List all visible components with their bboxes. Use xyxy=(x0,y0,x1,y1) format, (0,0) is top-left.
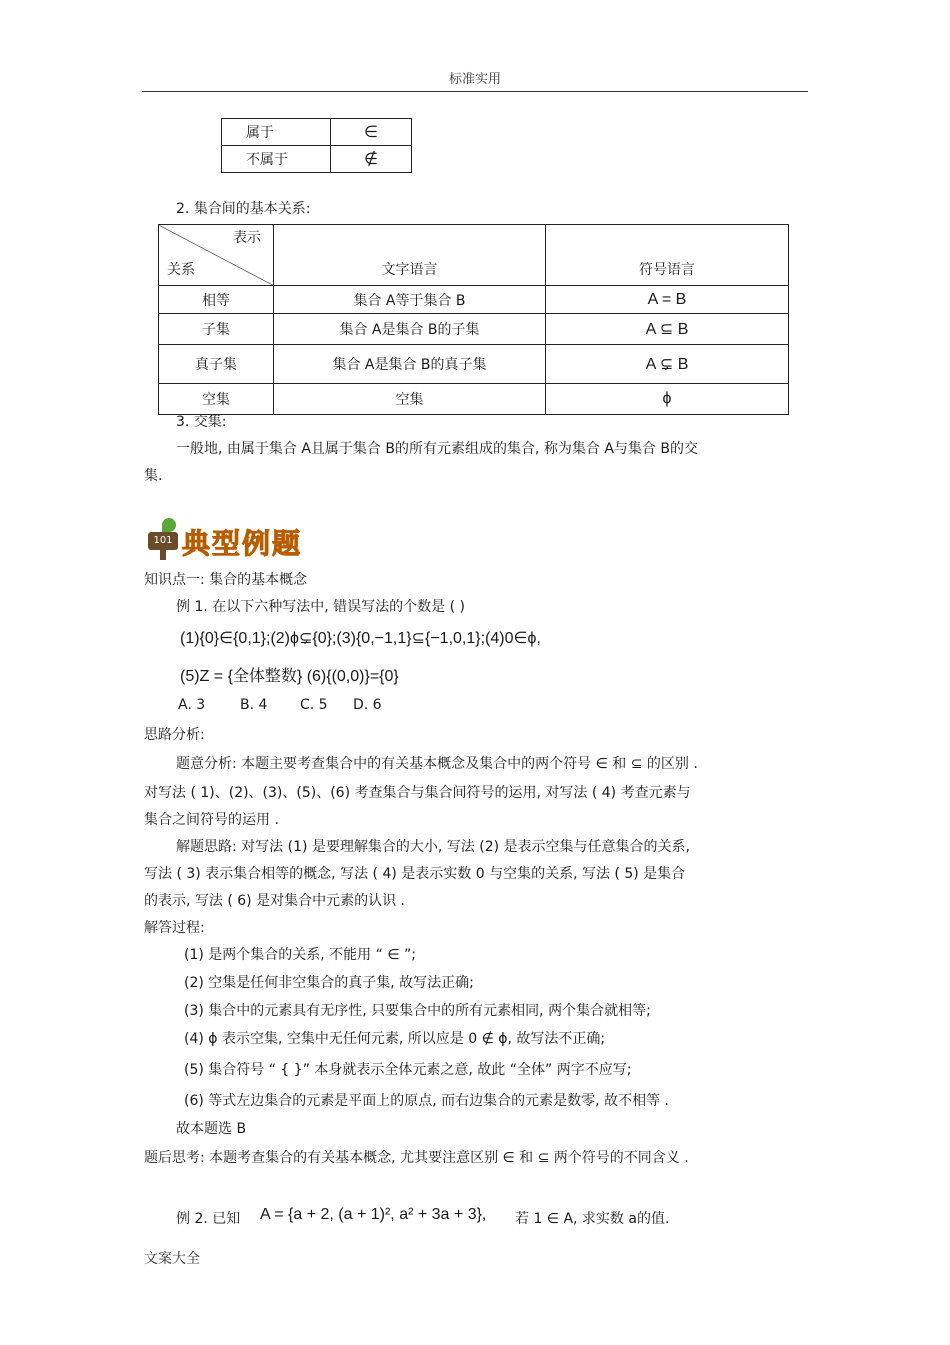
belongs-symbol: ∈ xyxy=(331,119,412,146)
table-cell: 子集 xyxy=(159,314,274,345)
logo-title: 典型例题 xyxy=(182,527,303,560)
formula-line: (1){0}∈{0,1};(2)ϕ⊊{0};(3){0,−1,1}⊆{−1,0,1};(4)0∈ϕ, xyxy=(180,630,541,647)
paragraph-line: 写法 ( 3) 表示集合相等的概念, 写法 ( 4) 是表示实数 0 与空集的关系, 写法 ( 5) 是集合 xyxy=(144,866,686,882)
paragraph-line: 的表示, 写法 ( 6) 是对集合中元素的认识 . xyxy=(144,893,405,909)
table-cell: 空集 xyxy=(159,384,274,415)
table-cell: 空集 xyxy=(274,384,546,415)
column-header: 文字语言 xyxy=(274,225,546,286)
solution-step: (2) 空集是任何非空集合的真子集, 故写法正确; xyxy=(184,975,474,991)
paragraph-line: 题意分析: 本题主要考查集合中的有关基本概念及集合中的两个符号 ∈ 和 ⊆ 的区别 . xyxy=(176,756,698,772)
section-heading: 3. 交集: xyxy=(176,414,227,430)
table-cell: 不属于 xyxy=(222,146,331,173)
solution-step: (6) 等式左边集合的元素是平面上的原点, 而右边集合的元素是数零, 故不相等 . xyxy=(184,1093,669,1109)
table-header-row xyxy=(159,225,789,286)
option-c: C. 5 xyxy=(300,697,328,713)
formula-line: (5)Z = {全体整数} (6){(0,0)}={0} xyxy=(180,668,399,685)
example2-label: 例 2. 已知 xyxy=(176,1211,241,1227)
header-label: 关系 xyxy=(167,262,195,278)
column-header: 符号语言 xyxy=(546,225,789,286)
option-b: B. 4 xyxy=(240,697,268,713)
option-a: A. 3 xyxy=(178,697,206,713)
table-cell: A = B xyxy=(546,286,789,314)
knowledge-point: 知识点一: 集合的基本概念 xyxy=(144,572,308,588)
membership-table xyxy=(221,118,412,173)
paragraph-line: 集. xyxy=(144,468,163,484)
analysis-heading: 思路分析: xyxy=(144,727,205,743)
table-cell: 集合 A是集合 B的真子集 xyxy=(274,345,546,384)
section-heading: 2. 集合间的基本关系: xyxy=(176,201,311,217)
header-divider xyxy=(142,91,808,92)
option-d: D. 6 xyxy=(353,697,382,713)
table-cell: 真子集 xyxy=(159,345,274,384)
example-question: 例 1. 在以下六种写法中, 错误写法的个数是 ( ) xyxy=(176,599,465,615)
answer-line: 故本题选 B xyxy=(176,1121,247,1137)
paragraph-line: 一般地, 由属于集合 A且属于集合 B的所有元素组成的集合, 称为集合 A与集合 B的交 xyxy=(176,441,698,457)
typical-examples-logo xyxy=(142,516,322,560)
solution-step: (4) ϕ 表示空集, 空集中无任何元素, 所以应是 0 ∉ ϕ, 故写法不正确; xyxy=(184,1031,606,1047)
solution-step: (3) 集合中的元素具有无序性, 只要集合中的所有元素相同, 两个集合就相等; xyxy=(184,1003,651,1019)
table-cell: 属于 xyxy=(222,119,331,146)
table-cell: ϕ xyxy=(546,384,789,415)
paragraph-line: 对写法 ( 1)、(2)、(3)、(5)、(6) 考查集合与集合间符号的运用, 对写法 ( 4) 考查元素与 xyxy=(144,785,691,801)
table-row xyxy=(159,345,789,384)
table-cell: 集合 A等于集合 B xyxy=(274,286,546,314)
reflection-line: 题后思考: 本题考查集合的有关基本概念, 尤其要注意区别 ∈ 和 ⊆ 两个符号的不同含义 . xyxy=(144,1150,689,1166)
formula-line: A = {a + 2, (a + 1)², a² + 3a + 3}, xyxy=(260,1206,487,1223)
diagonal-header-cell xyxy=(159,225,274,286)
header-label: 表示 xyxy=(233,230,261,246)
table-row xyxy=(222,146,412,173)
signboard: 101 xyxy=(148,532,178,550)
table-row xyxy=(159,286,789,314)
solution-step: (1) 是两个集合的关系, 不能用 “ ∈ ”; xyxy=(184,947,416,963)
solution-step: (5) 集合符号 “ { }” 本身就表示全体元素之意, 故此 “全体” 两字不应写; xyxy=(184,1062,632,1078)
table-row xyxy=(159,314,789,345)
set-relations-table xyxy=(158,224,789,415)
page-footer: 文案大全 xyxy=(144,1251,200,1267)
paragraph-line: 集合之间符号的运用 . xyxy=(144,812,279,828)
table-cell: A ⊆ B xyxy=(546,314,789,345)
table-row xyxy=(222,119,412,146)
table-cell: A ⊊ B xyxy=(546,345,789,384)
table-cell: 相等 xyxy=(159,286,274,314)
solution-heading: 解答过程: xyxy=(144,920,205,936)
table-cell: 集合 A是集合 B的子集 xyxy=(274,314,546,345)
not-belongs-symbol: ∉ xyxy=(331,146,412,173)
page-header: 标准实用 xyxy=(448,72,501,87)
table-row xyxy=(159,384,789,415)
example2-condition: 若 1 ∈ A, 求实数 a的值. xyxy=(515,1211,670,1227)
paragraph-line: 解题思路: 对写法 (1) 是要理解集合的大小, 写法 (2) 是表示空集与任意集合的关系, xyxy=(176,839,690,855)
leaf-icon xyxy=(162,518,176,532)
